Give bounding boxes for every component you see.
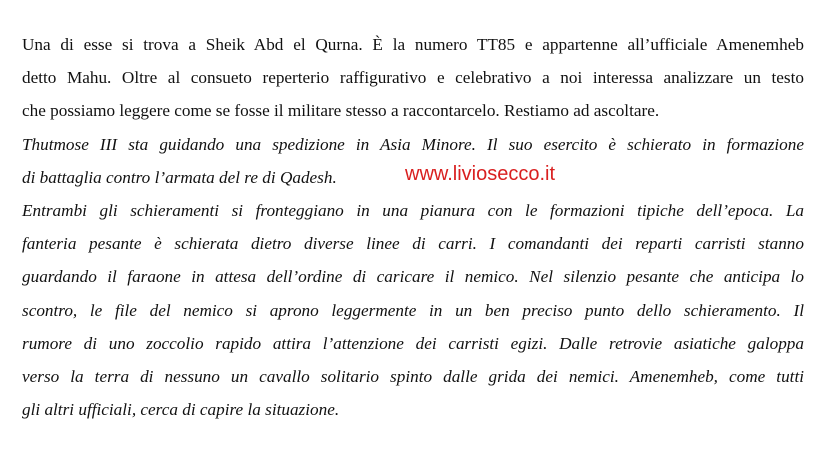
watermark-url: www.liviosecco.it — [405, 163, 556, 185]
text-line-6: Entrambi gli schieramenti si fronteggiano in una pianura con le formazioni tipiche dell’epoca. La — [22, 200, 804, 220]
text-line-12: gli altri ufficiali, cerca di capire la situazione. — [22, 400, 340, 420]
text-line-7: fanteria pesante è schierata dietro diverse linee di carri. I comandanti dei reparti carristi stanno — [22, 234, 804, 254]
text-line-11: verso la terra di nessuno un cavallo solitario spinto dalle grida dei nemici. Amenemheb, come tutti — [22, 366, 804, 386]
text-line-3: che possiamo leggere come se fosse il militare stesso a raccontarcelo. Restiamo ad ascoltare. — [22, 101, 660, 121]
text-line-5: di battaglia contro l’armata del re di Qadesh. — [22, 167, 337, 187]
text-line-4: Thutmose III sta guidando una spedizione in Asia Minore. Il suo esercito è schierato in formazione — [22, 134, 804, 154]
text-line-2: detto Mahu. Oltre al consueto reperterio raffigurativo e celebrativo a noi interessa analizzare un testo — [22, 68, 804, 88]
document-body — [22, 28, 804, 426]
text-line-1: Una di esse si trova a Sheik Abd el Qurna. È la numero TT85 e appartenne all’ufficiale Amenemheb — [22, 35, 804, 54]
text-line-8: guardando il faraone in attesa dell’ordine di caricare il nemico. Nel silenzio pesante che anticipa lo — [22, 267, 804, 287]
text-line-10: rumore di uno zoccolio rapido attira l’attenzione dei carristi egizi. Dalle retrovie asiatiche galoppa — [22, 333, 804, 353]
text-line-9: scontro, le file del nemico si aprono leggermente in un ben preciso punto dello schieramento. Il — [22, 300, 804, 320]
